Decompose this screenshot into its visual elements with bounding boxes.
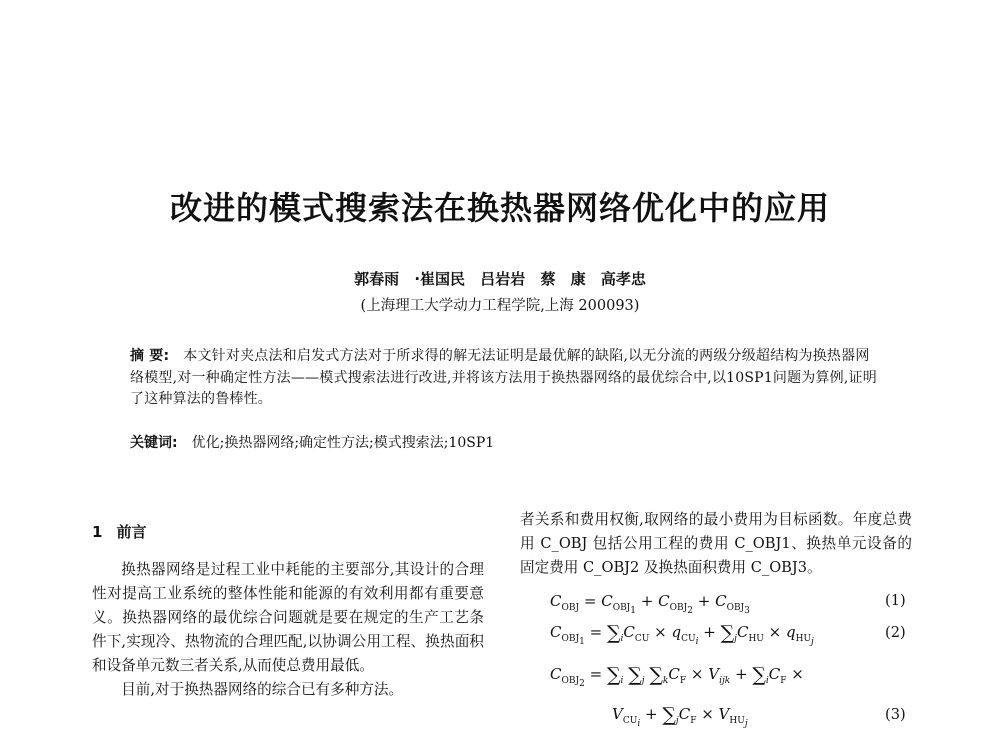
equation-2-number: (2) <box>885 624 906 641</box>
equation-1: $C_{OBJ} = C_{OBJ_1} + C_{OBJ_2} + C_{OBJ_3}$ <box>550 592 750 616</box>
section-heading <box>92 520 484 544</box>
abstract <box>130 346 880 411</box>
left-paragraph-2: 目前,对于换热器网络的综合已有多种方法。 <box>121 681 404 698</box>
page-title: 改进的模式搜索法在换热器网络优化中的应用 <box>169 189 830 227</box>
equation-2: $C_{OBJ_1} = \sum_iC_{CU} \times q_{CU_i} + \sum_jC_{HU} \times q_{HU_j}$ <box>550 622 814 647</box>
left-paragraph-1: 换热器网络是过程工业中耗能的主要部分,其设计的合理性对提高工业系统的整体性能和能源的有效利用都有重要意义。换热器网络的最优综合问题就是要在规定的生产工艺条件下,实现冷、热物流的合理匹配,以协调公用工程、换热面积和设备单元数三者关系,从而使总费用最低。 <box>92 561 484 674</box>
equation-3b: $V_{CU_i} + \sum_jC_F \times V_{HU_j}$ <box>612 704 748 729</box>
left-column <box>92 520 484 702</box>
right-paragraph: 者关系和费用权衡,取网络的最小费用为目标函数。年度总费用 C_OBJ 包括公用工程的费用 C_OBJ1、换热单元设备的固定费用 C_OBJ2 及换热面积费用 C_OBJ3。 <box>520 511 912 576</box>
abstract-label: 摘 要: <box>130 348 170 364</box>
abstract-text: 本文针对夹点法和启发式方法对于所求得的解无法证明是最优解的缺陷,以无分流的两级分级超结构为换热器网络模型,对一种确定性方法——模式搜索法进行改进,并将该方法用于换热器网络的最优综合中,以10SP1问题为算例,证明了这种算法的鲁棒性。 <box>130 348 877 407</box>
keywords <box>130 432 880 452</box>
equation-3-number: (3) <box>885 706 906 723</box>
right-column <box>520 508 912 580</box>
equation-1-number: (1) <box>885 592 906 609</box>
keywords-label: 关键词: <box>130 435 178 451</box>
keywords-text: 优化;换热器网络;确定性方法;模式搜索法;10SP1 <box>191 435 495 451</box>
section-title: 前言 <box>116 523 147 541</box>
authors: 郭春雨 ·崔国民 吕岩岩 蔡 康 高孝忠 <box>354 270 646 288</box>
section-number: 1 <box>92 523 103 541</box>
affiliation: (上海理工大学动力工程学院,上海 200093) <box>360 298 640 314</box>
equation-3a: $C_{OBJ_2} = \sum_i$ $\sum_j$ $\sum_kC_F \times V_{ijk} + \sum_iC_F$ × <box>550 664 804 689</box>
